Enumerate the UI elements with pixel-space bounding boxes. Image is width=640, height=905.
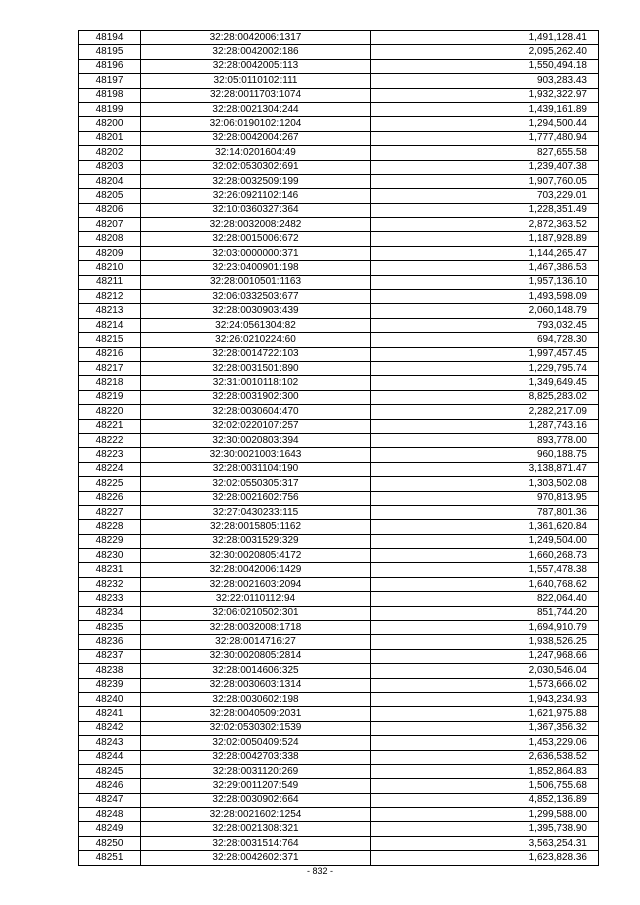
amount-cell: 787,801.36 [371, 505, 599, 519]
table-row [79, 764, 599, 778]
amount-cell: 1,144,265.47 [371, 246, 599, 260]
amount-cell: 8,825,283.02 [371, 390, 599, 404]
cadastral-number-cell: 32:02:0530302:691 [141, 160, 371, 174]
row-id-cell: 48211 [79, 275, 141, 289]
cadastral-number-cell: 32:28:0032509:199 [141, 174, 371, 188]
cadastral-number-cell: 32:29:0011207:549 [141, 779, 371, 793]
row-id-cell: 48204 [79, 174, 141, 188]
row-id-cell: 48194 [79, 31, 141, 45]
row-id-cell: 48207 [79, 218, 141, 232]
row-id-cell: 48200 [79, 117, 141, 131]
cadastral-number-cell: 32:28:0021603:2094 [141, 577, 371, 591]
amount-cell: 1,367,356.32 [371, 721, 599, 735]
row-id-cell: 48244 [79, 750, 141, 764]
amount-cell: 1,943,234.93 [371, 692, 599, 706]
table-row [79, 549, 599, 563]
table-row [79, 477, 599, 491]
cadastral-number-cell: 32:28:0014606:325 [141, 664, 371, 678]
table-row [79, 822, 599, 836]
row-id-cell: 48243 [79, 736, 141, 750]
row-id-cell: 48206 [79, 203, 141, 217]
cadastral-number-cell: 32:10:0360327:364 [141, 203, 371, 217]
cadastral-number-cell: 32:26:0210224:60 [141, 333, 371, 347]
amount-cell: 960,188.75 [371, 448, 599, 462]
amount-cell: 1,299,588.00 [371, 808, 599, 822]
cadastral-number-cell: 32:28:0040509:2031 [141, 707, 371, 721]
row-id-cell: 48195 [79, 45, 141, 59]
amount-cell: 1,932,322.97 [371, 88, 599, 102]
amount-cell: 1,907,760.05 [371, 174, 599, 188]
table-row [79, 174, 599, 188]
cadastral-number-cell: 32:28:0031501:890 [141, 361, 371, 375]
row-id-cell: 48217 [79, 361, 141, 375]
amount-cell: 1,294,500.44 [371, 117, 599, 131]
row-id-cell: 48239 [79, 678, 141, 692]
row-id-cell: 48237 [79, 649, 141, 663]
amount-cell: 1,467,386.53 [371, 261, 599, 275]
cadastral-number-cell: 32:28:0042004:267 [141, 131, 371, 145]
row-id-cell: 48228 [79, 520, 141, 534]
row-id-cell: 48216 [79, 347, 141, 361]
page-number: - 832 - [306, 866, 333, 876]
amount-cell: 822,064.40 [371, 592, 599, 606]
amount-cell: 827,655.58 [371, 146, 599, 160]
row-id-cell: 48236 [79, 635, 141, 649]
row-id-cell: 48230 [79, 549, 141, 563]
row-id-cell: 48226 [79, 491, 141, 505]
row-id-cell: 48229 [79, 534, 141, 548]
table-row [79, 563, 599, 577]
row-id-cell: 48212 [79, 290, 141, 304]
amount-cell: 1,229,795.74 [371, 361, 599, 375]
row-id-cell: 48246 [79, 779, 141, 793]
amount-cell: 3,563,254.31 [371, 836, 599, 850]
row-id-cell: 48233 [79, 592, 141, 606]
row-id-cell: 48196 [79, 59, 141, 73]
data-table [78, 30, 599, 866]
table-row [79, 31, 599, 45]
amount-cell: 1,249,504.00 [371, 534, 599, 548]
row-id-cell: 48202 [79, 146, 141, 160]
cadastral-number-cell: 32:26:0921102:146 [141, 189, 371, 203]
amount-cell: 793,032.45 [371, 318, 599, 332]
cadastral-number-cell: 32:02:0050409:524 [141, 736, 371, 750]
amount-cell: 1,228,351.49 [371, 203, 599, 217]
table-row [79, 505, 599, 519]
amount-cell: 1,852,864.83 [371, 764, 599, 778]
row-id-cell: 48219 [79, 390, 141, 404]
table-row [79, 290, 599, 304]
table-row [79, 678, 599, 692]
table-row [79, 131, 599, 145]
row-id-cell: 48198 [79, 88, 141, 102]
amount-cell: 1,997,457.45 [371, 347, 599, 361]
cadastral-number-cell: 32:28:0014716:27 [141, 635, 371, 649]
table-row [79, 635, 599, 649]
cadastral-number-cell: 32:28:0011703:1074 [141, 88, 371, 102]
table-row [79, 621, 599, 635]
row-id-cell: 48209 [79, 246, 141, 260]
cadastral-number-cell: 32:28:0021602:756 [141, 491, 371, 505]
amount-cell: 1,777,480.94 [371, 131, 599, 145]
table-row [79, 318, 599, 332]
table-row [79, 45, 599, 59]
amount-cell: 2,030,546.04 [371, 664, 599, 678]
amount-cell: 1,573,666.02 [371, 678, 599, 692]
table-row [79, 74, 599, 88]
amount-cell: 970,813.95 [371, 491, 599, 505]
amount-cell: 1,938,526.25 [371, 635, 599, 649]
cadastral-number-cell: 32:31:0010118:102 [141, 376, 371, 390]
table-row [79, 419, 599, 433]
cadastral-number-cell: 32:28:0010501:1163 [141, 275, 371, 289]
amount-cell: 1,491,128.41 [371, 31, 599, 45]
row-id-cell: 48203 [79, 160, 141, 174]
cadastral-number-cell: 32:06:0332503:677 [141, 290, 371, 304]
cadastral-number-cell: 32:28:0042006:1429 [141, 563, 371, 577]
row-id-cell: 48210 [79, 261, 141, 275]
cadastral-number-cell: 32:28:0032008:2482 [141, 218, 371, 232]
amount-cell: 2,282,217.09 [371, 405, 599, 419]
table-row [79, 117, 599, 131]
row-id-cell: 48251 [79, 851, 141, 865]
cadastral-number-cell: 32:28:0014722:103 [141, 347, 371, 361]
row-id-cell: 48223 [79, 448, 141, 462]
row-id-cell: 48224 [79, 462, 141, 476]
table-row [79, 750, 599, 764]
table-row [79, 707, 599, 721]
row-id-cell: 48215 [79, 333, 141, 347]
cadastral-number-cell: 32:28:0021304:244 [141, 102, 371, 116]
cadastral-number-cell: 32:06:0190102:1204 [141, 117, 371, 131]
table-row [79, 246, 599, 260]
row-id-cell: 48225 [79, 477, 141, 491]
row-id-cell: 48199 [79, 102, 141, 116]
amount-cell: 851,744.20 [371, 606, 599, 620]
table-body [79, 31, 599, 866]
table-row [79, 534, 599, 548]
cadastral-number-cell: 32:28:0021602:1254 [141, 808, 371, 822]
amount-cell: 903,283.43 [371, 74, 599, 88]
cadastral-number-cell: 32:02:0550305:317 [141, 477, 371, 491]
table-row [79, 520, 599, 534]
cadastral-number-cell: 32:28:0030902:664 [141, 793, 371, 807]
row-id-cell: 48197 [79, 74, 141, 88]
cadastral-number-cell: 32:28:0030602:198 [141, 692, 371, 706]
cadastral-number-cell: 32:28:0042602:371 [141, 851, 371, 865]
cadastral-number-cell: 32:28:0031104:190 [141, 462, 371, 476]
cadastral-number-cell: 32:28:0031902:300 [141, 390, 371, 404]
cadastral-number-cell: 32:28:0030603:1314 [141, 678, 371, 692]
amount-cell: 3,138,871.47 [371, 462, 599, 476]
cadastral-number-cell: 32:28:0015006:672 [141, 232, 371, 246]
row-id-cell: 48205 [79, 189, 141, 203]
row-id-cell: 48213 [79, 304, 141, 318]
amount-cell: 2,095,262.40 [371, 45, 599, 59]
table-row [79, 779, 599, 793]
row-id-cell: 48231 [79, 563, 141, 577]
table-row [79, 59, 599, 73]
amount-cell: 1,303,502.08 [371, 477, 599, 491]
row-id-cell: 48249 [79, 822, 141, 836]
amount-cell: 1,453,229.06 [371, 736, 599, 750]
cadastral-number-cell: 32:02:0530302:1539 [141, 721, 371, 735]
row-id-cell: 48241 [79, 707, 141, 721]
amount-cell: 893,778.00 [371, 433, 599, 447]
row-id-cell: 48240 [79, 692, 141, 706]
row-id-cell: 48242 [79, 721, 141, 735]
amount-cell: 1,640,768.62 [371, 577, 599, 591]
table-row [79, 146, 599, 160]
amount-cell: 2,872,363.52 [371, 218, 599, 232]
table-row [79, 793, 599, 807]
amount-cell: 1,957,136.10 [371, 275, 599, 289]
amount-cell: 1,439,161.89 [371, 102, 599, 116]
table-row [79, 721, 599, 735]
amount-cell: 1,187,928.89 [371, 232, 599, 246]
data-table-container [78, 30, 598, 866]
amount-cell: 1,660,268.73 [371, 549, 599, 563]
amount-cell: 2,060,148.79 [371, 304, 599, 318]
cadastral-number-cell: 32:14:0201604:49 [141, 146, 371, 160]
table-row [79, 736, 599, 750]
row-id-cell: 48218 [79, 376, 141, 390]
amount-cell: 2,636,538.52 [371, 750, 599, 764]
cadastral-number-cell: 32:28:0031514:764 [141, 836, 371, 850]
amount-cell: 694,728.30 [371, 333, 599, 347]
table-row [79, 851, 599, 865]
cadastral-number-cell: 32:30:0020805:4172 [141, 549, 371, 563]
cadastral-number-cell: 32:28:0030903:439 [141, 304, 371, 318]
table-row [79, 808, 599, 822]
cadastral-number-cell: 32:03:0000000:371 [141, 246, 371, 260]
table-row [79, 361, 599, 375]
cadastral-number-cell: 32:02:0220107:257 [141, 419, 371, 433]
amount-cell: 1,550,494.18 [371, 59, 599, 73]
cadastral-number-cell: 32:27:0430233:115 [141, 505, 371, 519]
table-row [79, 232, 599, 246]
table-row [79, 347, 599, 361]
table-row [79, 304, 599, 318]
table-row [79, 448, 599, 462]
table-row [79, 577, 599, 591]
cadastral-number-cell: 32:28:0015805:1162 [141, 520, 371, 534]
amount-cell: 1,395,738.90 [371, 822, 599, 836]
table-row [79, 275, 599, 289]
row-id-cell: 48250 [79, 836, 141, 850]
cadastral-number-cell: 32:30:0020803:394 [141, 433, 371, 447]
amount-cell: 1,361,620.84 [371, 520, 599, 534]
row-id-cell: 48245 [79, 764, 141, 778]
table-row [79, 376, 599, 390]
row-id-cell: 48235 [79, 621, 141, 635]
amount-cell: 1,694,910.79 [371, 621, 599, 635]
table-row [79, 491, 599, 505]
cadastral-number-cell: 32:22:0110112:94 [141, 592, 371, 606]
table-row [79, 592, 599, 606]
table-row [79, 664, 599, 678]
table-row [79, 160, 599, 174]
cadastral-number-cell: 32:28:0042002:186 [141, 45, 371, 59]
row-id-cell: 48222 [79, 433, 141, 447]
amount-cell: 1,287,743.16 [371, 419, 599, 433]
table-row [79, 462, 599, 476]
table-row [79, 390, 599, 404]
table-row [79, 405, 599, 419]
cadastral-number-cell: 32:28:0030604:470 [141, 405, 371, 419]
row-id-cell: 48201 [79, 131, 141, 145]
row-id-cell: 48232 [79, 577, 141, 591]
cadastral-number-cell: 32:28:0032008:1718 [141, 621, 371, 635]
table-row [79, 692, 599, 706]
cadastral-number-cell: 32:30:0020805:2814 [141, 649, 371, 663]
table-row [79, 606, 599, 620]
table-row [79, 189, 599, 203]
row-id-cell: 48247 [79, 793, 141, 807]
table-row [79, 88, 599, 102]
cadastral-number-cell: 32:24:0561304:82 [141, 318, 371, 332]
table-row [79, 333, 599, 347]
cadastral-number-cell: 32:05:0110102:111 [141, 74, 371, 88]
cadastral-number-cell: 32:28:0031120:269 [141, 764, 371, 778]
cadastral-number-cell: 32:28:0042006:1317 [141, 31, 371, 45]
amount-cell: 1,493,598.09 [371, 290, 599, 304]
table-row [79, 218, 599, 232]
row-id-cell: 48234 [79, 606, 141, 620]
amount-cell: 703,229.01 [371, 189, 599, 203]
amount-cell: 1,247,968.66 [371, 649, 599, 663]
table-row [79, 433, 599, 447]
row-id-cell: 48220 [79, 405, 141, 419]
amount-cell: 4,852,136.89 [371, 793, 599, 807]
table-row [79, 836, 599, 850]
table-row [79, 261, 599, 275]
row-id-cell: 48214 [79, 318, 141, 332]
amount-cell: 1,506,755.68 [371, 779, 599, 793]
amount-cell: 1,557,478.38 [371, 563, 599, 577]
cadastral-number-cell: 32:28:0031529:329 [141, 534, 371, 548]
amount-cell: 1,623,828.36 [371, 851, 599, 865]
row-id-cell: 48248 [79, 808, 141, 822]
table-row [79, 102, 599, 116]
cadastral-number-cell: 32:23:0400901:198 [141, 261, 371, 275]
row-id-cell: 48221 [79, 419, 141, 433]
cadastral-number-cell: 32:30:0021003:1643 [141, 448, 371, 462]
row-id-cell: 48208 [79, 232, 141, 246]
amount-cell: 1,239,407.38 [371, 160, 599, 174]
cadastral-number-cell: 32:28:0021308:321 [141, 822, 371, 836]
cadastral-number-cell: 32:28:0042005:113 [141, 59, 371, 73]
cadastral-number-cell: 32:28:0042703:338 [141, 750, 371, 764]
amount-cell: 1,349,649.45 [371, 376, 599, 390]
row-id-cell: 48238 [79, 664, 141, 678]
row-id-cell: 48227 [79, 505, 141, 519]
table-row [79, 203, 599, 217]
table-row [79, 649, 599, 663]
amount-cell: 1,621,975.88 [371, 707, 599, 721]
cadastral-number-cell: 32:06:0210502:301 [141, 606, 371, 620]
